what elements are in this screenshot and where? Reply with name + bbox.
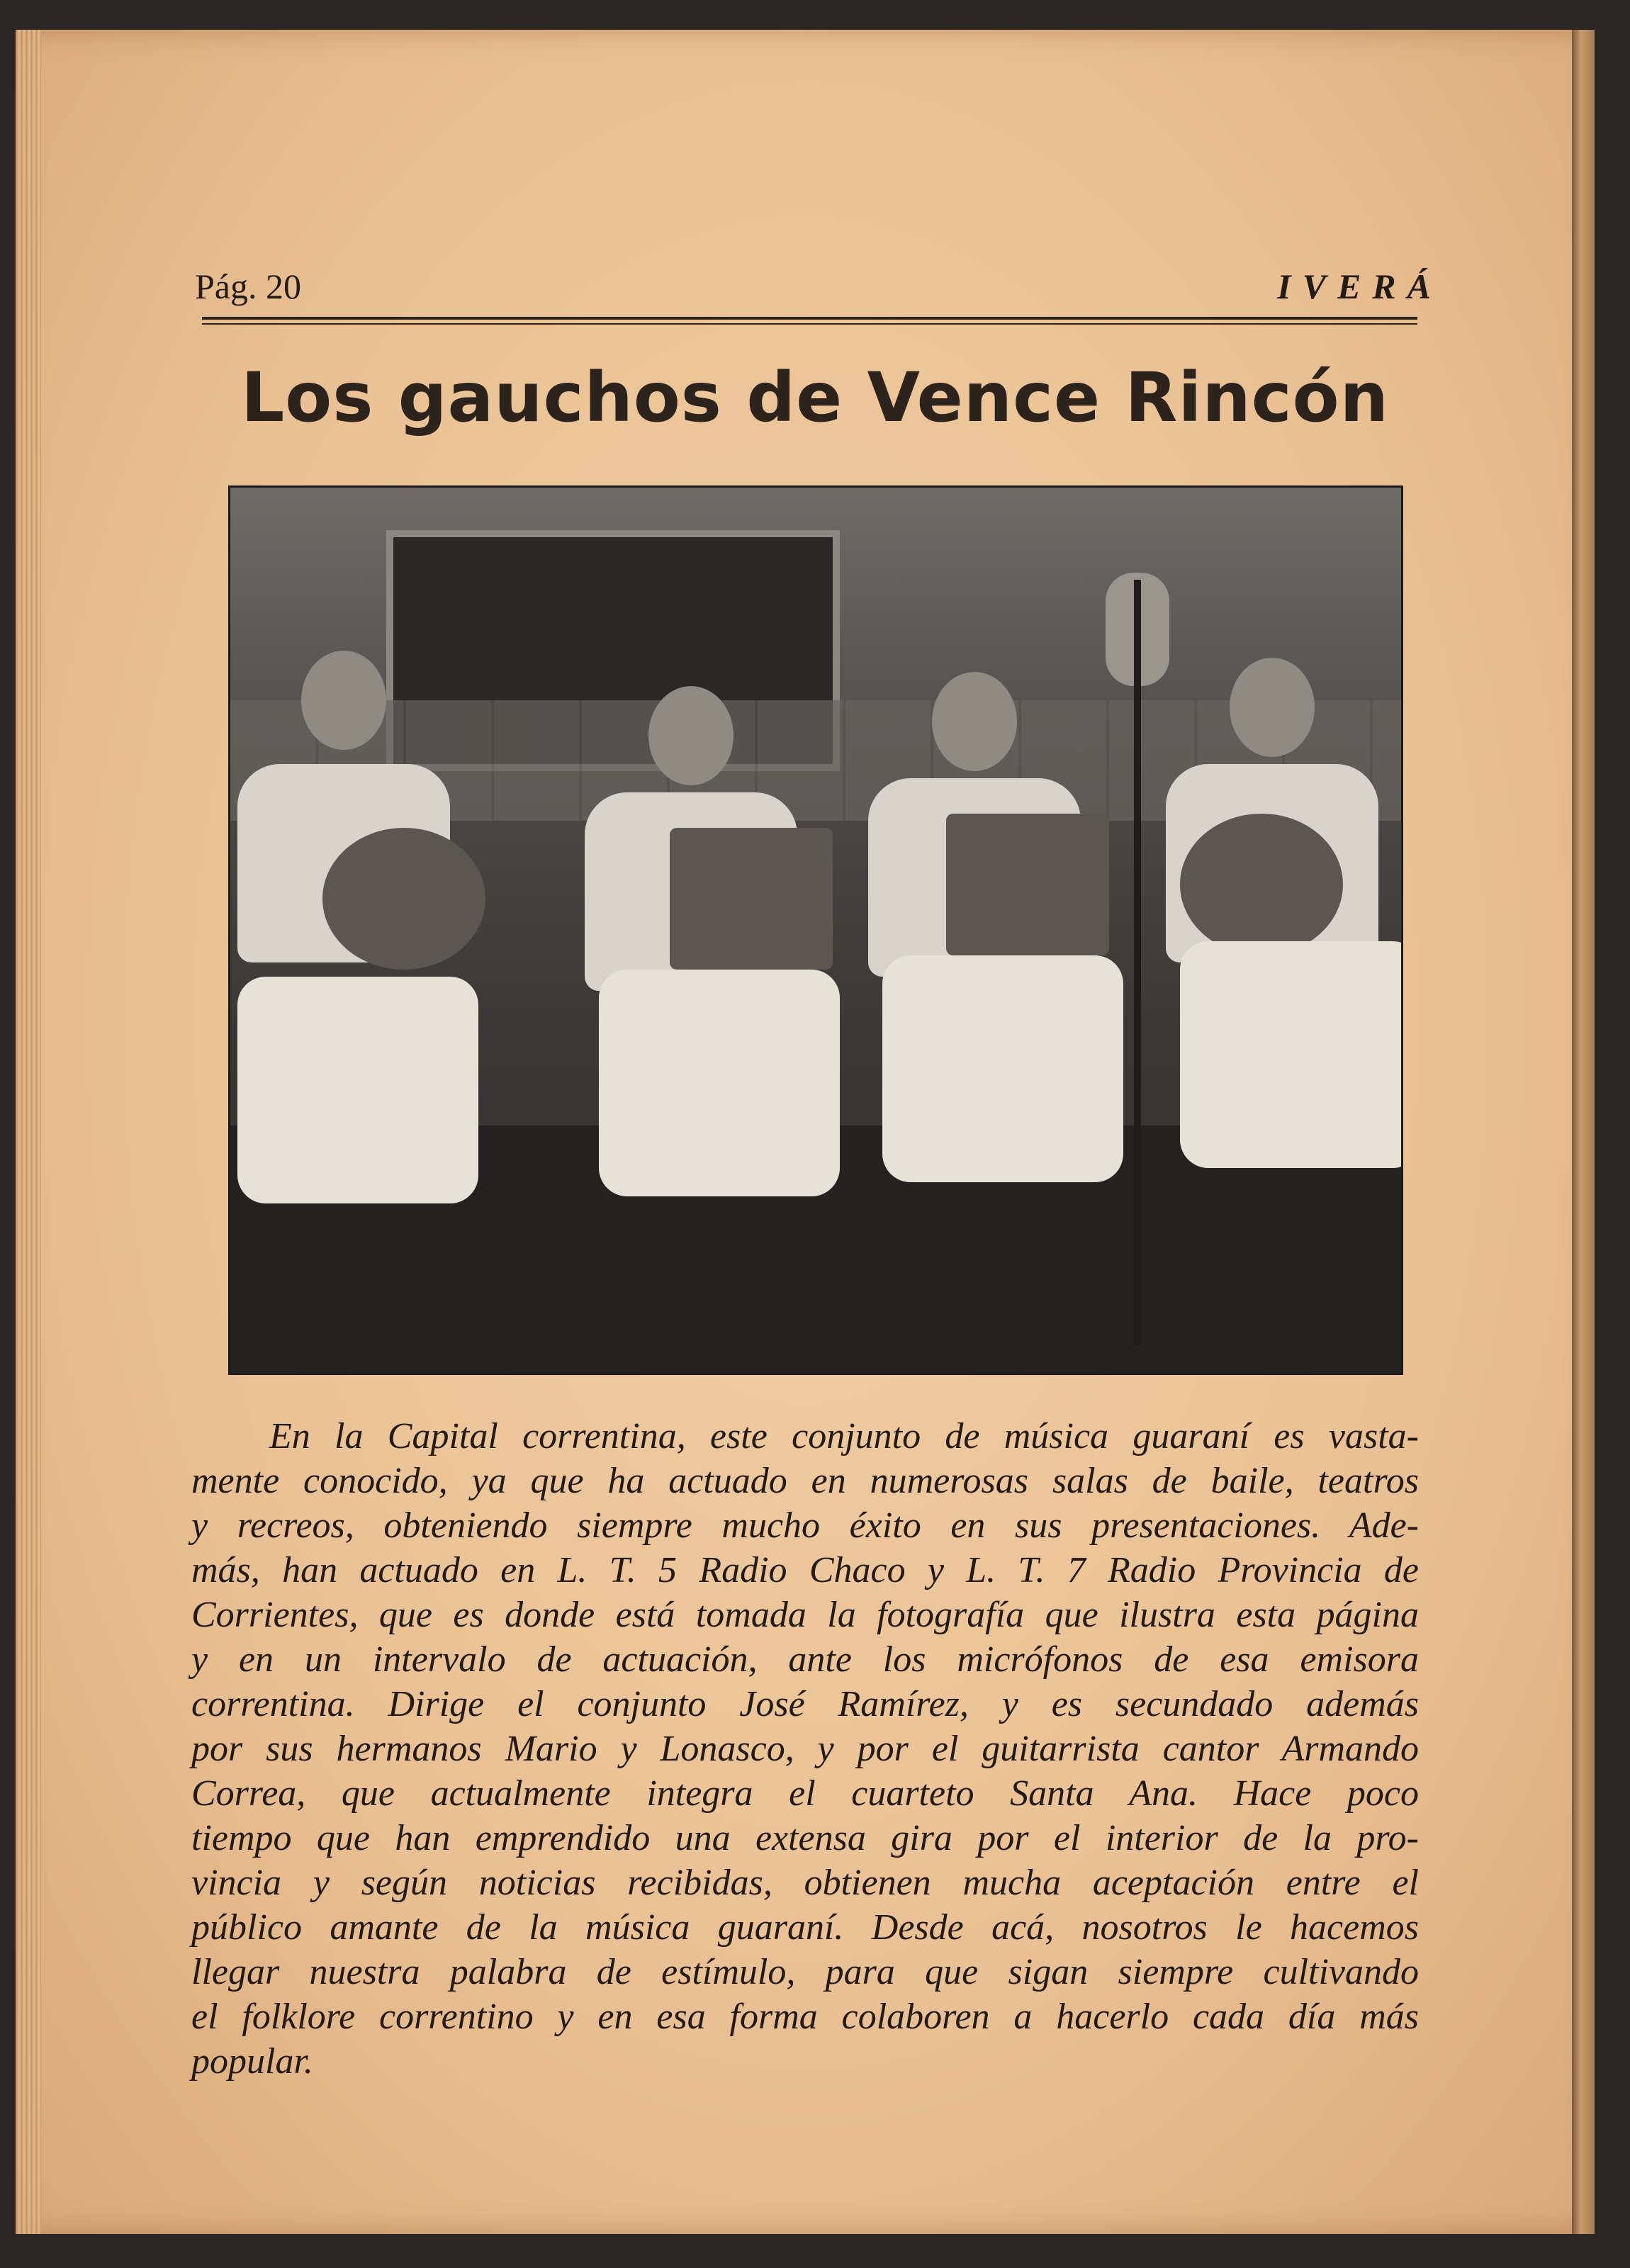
body-line: popular. (191, 2041, 313, 2082)
body-line: público amante de la música guaraní. Desde acá, nosotros le hacemos (191, 1907, 1419, 1948)
body-line: tiempo que han emprendido una extensa gira por el interior de la pro- (191, 1818, 1419, 1858)
body-line: más, han actuado en L. T. 5 Radio Chaco y L. T. 7 Radio Provincia de (191, 1550, 1419, 1590)
body-line: el folklore correntino y en esa forma colaboren a hacerlo cada día más (191, 1997, 1419, 2037)
body-line: por sus hermanos Mario y Lonasco, y por el guitarrista cantor Armando (191, 1729, 1419, 1769)
page-number: Pág. 20 (195, 266, 301, 306)
body-line: y recreos, obteniendo siempre mucho éxito en sus presentaciones. Ade- (191, 1505, 1419, 1546)
article-body (191, 1414, 1419, 2084)
magazine-name: IVERÁ (1277, 266, 1442, 306)
body-line: mente conocido, ya que ha actuado en numerosas salas de baile, teatros (191, 1461, 1419, 1501)
body-line: Corrientes, que es donde está tomada la fotografía que ilustra esta página (191, 1595, 1419, 1635)
microphone-stand (1134, 580, 1141, 1345)
body-line: Correa, que actualmente integra el cuarteto Santa Ana. Hace poco (191, 1773, 1419, 1814)
header-rule (202, 317, 1417, 320)
article-photo (228, 485, 1403, 1375)
body-line: llegar nuestra palabra de estímulo, para que sigan siempre cultivando (191, 1952, 1419, 1992)
body-line: En la Capital correntina, este conjunto de música guaraní es vasta- (269, 1416, 1419, 1456)
body-line: correntina. Dirige el conjunto José Ramírez, y es secundado además (191, 1684, 1419, 1724)
article-title: Los gauchos de Vence Rincón (241, 358, 1389, 437)
header-rule-thin (202, 323, 1417, 325)
body-line: y en un intervalo de actuación, ante los micrófonos de esa emisora (191, 1639, 1419, 1680)
page-header (195, 266, 1442, 308)
body-line: vincia y según noticias recibidas, obtienen mucha aceptación entre el (191, 1863, 1419, 1903)
